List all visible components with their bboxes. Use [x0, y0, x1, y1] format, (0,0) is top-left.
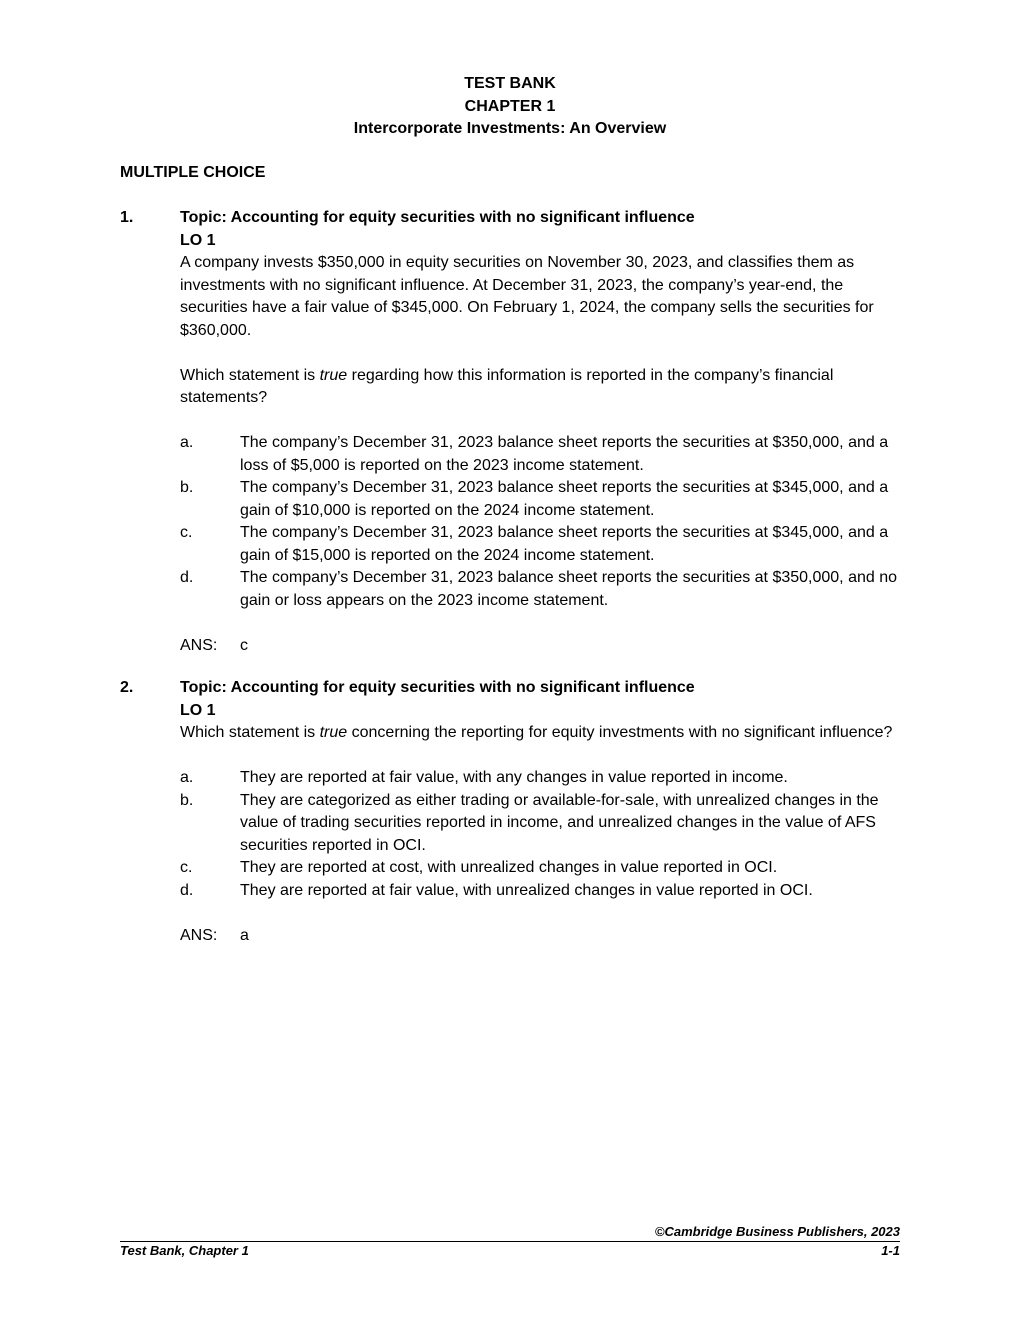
option-letter: a. [180, 769, 194, 786]
header-chapter-title: Intercorporate Investments: An Overview [353, 120, 667, 137]
option-text: The company’s December 31, 2023 balance sheet reports the securities at $350,000, and a loss of $5,000 is reported on the 2023 income statement. [240, 434, 889, 474]
answer-value: a [240, 926, 249, 944]
question-body [180, 677, 900, 947]
option-b [180, 790, 900, 858]
option-letter: c. [180, 859, 193, 876]
answer-options [180, 767, 900, 902]
option-text: The company’s December 31, 2023 balance sheet reports the securities at $345,000, and a gain of $10,000 is reported on the 2024 income statement. [240, 479, 889, 519]
question-lo: LO 1 [180, 701, 216, 719]
question-body [180, 207, 900, 657]
question-number: 1. [120, 209, 134, 226]
question-topic: Topic: Accounting for equity securities with no significant influence [180, 209, 695, 226]
option-letter: b. [180, 791, 194, 809]
option-letter: d. [180, 569, 194, 586]
document-header [0, 73, 1020, 141]
header-chapter: CHAPTER 1 [464, 97, 556, 115]
option-a [180, 432, 900, 477]
answer-value: c [240, 636, 248, 654]
footer-copyright: ©Cambridge Business Publishers, 2023 [654, 1224, 900, 1239]
option-letter: d. [180, 881, 194, 899]
answer-label: ANS: [180, 926, 218, 944]
answer-line [180, 635, 900, 658]
answer-label: ANS: [180, 636, 218, 654]
page-number: 1-1 [881, 1243, 900, 1258]
option-letter: a. [180, 434, 194, 451]
emphasis-true: true [319, 366, 348, 384]
question-topic: Topic: Accounting for equity securities with no significant influence [180, 679, 695, 696]
option-text: They are categorized as either trading or available-for-sale, with unrealized changes in the value of trading securities reported in income, and unrealized changes in the value of AFS securities reported in OCI. [240, 791, 879, 854]
question-prompt: Which statement is true regarding how this information is reported in the company’s financial statements? [180, 366, 834, 406]
question-prompt: Which statement is true concerning the reporting for equity investments with no significant influence? [180, 724, 893, 741]
answer-line [180, 925, 900, 948]
option-d [180, 880, 900, 903]
option-c [180, 522, 900, 567]
option-letter: c. [180, 524, 193, 541]
answer-options [180, 432, 900, 612]
section-title: MULTIPLE CHOICE [120, 164, 266, 181]
question-number: 2. [120, 679, 134, 696]
option-text: They are reported at fair value, with unrealized changes in value reported in OCI. [240, 881, 813, 899]
option-a [180, 767, 900, 790]
option-d [180, 567, 900, 612]
option-letter: b. [180, 479, 194, 496]
option-text: The company’s December 31, 2023 balance sheet reports the securities at $345,000, and a gain of $15,000 is reported on the 2024 income statement. [240, 524, 889, 564]
header-test-bank: TEST BANK [464, 75, 556, 92]
question-stem: A company invests $350,000 in equity securities on November 30, 2023, and classifies them as investments with no significant influence. At December 31, 2023, the company’s year-end, the securities have a fair value of $345,000. On February 1, 2024, the company sells the securities for $360,000. [180, 254, 874, 339]
option-c [180, 857, 900, 880]
option-text: They are reported at fair value, with any changes in value reported in income. [240, 769, 788, 786]
option-b [180, 477, 900, 522]
question-lo: LO 1 [180, 231, 216, 249]
option-text: They are reported at cost, with unrealized changes in value reported in OCI. [240, 859, 778, 876]
footer-divider [120, 1241, 900, 1242]
emphasis-true: true [319, 724, 348, 741]
option-text: The company’s December 31, 2023 balance sheet reports the securities at $350,000, and no gain or loss appears on the 2023 income statement. [240, 569, 898, 609]
footer-book-title: Test Bank, Chapter 1 [120, 1243, 249, 1258]
